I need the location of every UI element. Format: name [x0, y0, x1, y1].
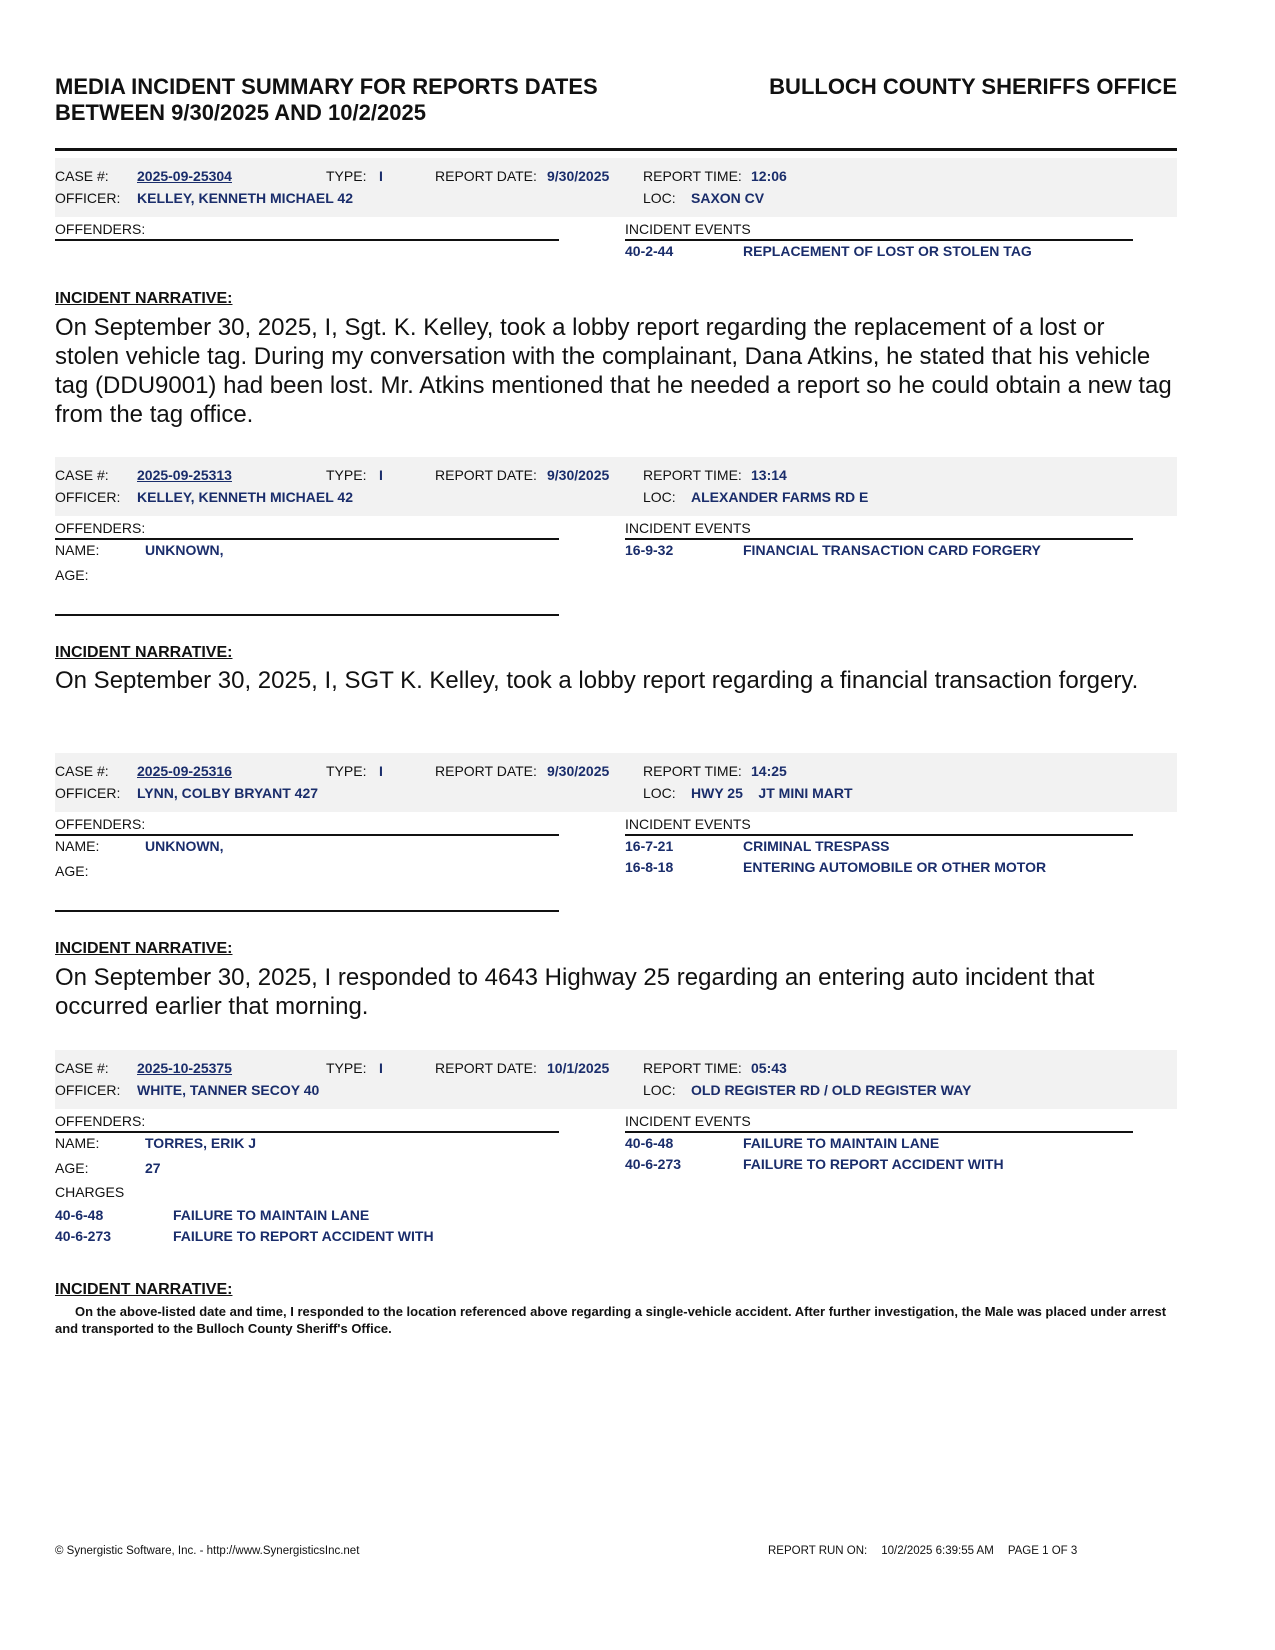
incident-events-section: [625, 219, 1133, 259]
location-label: LOC:: [643, 785, 676, 801]
event-description: FAILURE TO REPORT ACCIDENT WITH: [743, 1156, 1004, 1172]
event-row: [625, 859, 1133, 879]
charge-code: 40-6-48: [55, 1207, 104, 1223]
report-time-value: 13:14: [751, 467, 787, 483]
report-time-value: 14:25: [751, 763, 787, 779]
officer-label: OFFICER:: [55, 785, 121, 801]
report-date-value: 9/30/2025: [547, 467, 610, 483]
officer-label: OFFICER:: [55, 489, 121, 505]
case-number-link[interactable]: 2025-09-25304: [137, 168, 232, 184]
event-code: 40-6-48: [625, 1135, 674, 1151]
officer-value: KELLEY, KENNETH MICHAEL 42: [137, 190, 353, 206]
case-block: [55, 753, 1177, 879]
report-date-value: 9/30/2025: [547, 763, 610, 779]
offenders-section: [55, 518, 559, 583]
case-number-label: CASE #:: [55, 763, 109, 779]
event-description: FINANCIAL TRANSACTION CARD FORGERY: [743, 542, 1041, 558]
report-title-line1: MEDIA INCIDENT SUMMARY FOR REPORTS DATES: [55, 74, 598, 99]
report-date-value: 9/30/2025: [547, 168, 610, 184]
offender-age-value: 27: [145, 1160, 161, 1176]
location-label: LOC:: [643, 489, 676, 505]
offenders-header: [55, 814, 559, 836]
event-row: [625, 838, 1133, 858]
event-row: [625, 1135, 1133, 1155]
footer-report-info: [768, 1545, 1091, 1557]
event-code: 16-8-18: [625, 859, 674, 875]
narrative-title: INCIDENT NARRATIVE:: [55, 290, 233, 307]
narrative-title: INCIDENT NARRATIVE:: [55, 940, 233, 957]
report-time-value: 05:43: [751, 1060, 787, 1076]
case-number-link[interactable]: 2025-09-25313: [137, 467, 232, 483]
case-block: [55, 1050, 1177, 1244]
officer-value: WHITE, TANNER SECOY 40: [137, 1082, 320, 1098]
charge-row: [55, 1228, 559, 1248]
case-info-band: [55, 1050, 1177, 1109]
charge-code: 40-6-273: [55, 1228, 112, 1244]
narrative-title: INCIDENT NARRATIVE:: [55, 644, 233, 661]
offender-age-label: AGE:: [55, 567, 89, 583]
report-run-value: 10/2/2025 6:39:55 AM: [881, 1545, 994, 1557]
offenders-label: OFFENDERS:: [55, 1113, 146, 1129]
report-time-label: REPORT TIME:: [643, 467, 742, 483]
report-time-label: REPORT TIME:: [643, 763, 742, 779]
narrative-title: INCIDENT NARRATIVE:: [55, 1281, 233, 1298]
incident-events-header: [625, 219, 1133, 241]
report-date-label: REPORT DATE:: [435, 467, 537, 483]
case-number-link[interactable]: 2025-10-25375: [137, 1060, 232, 1076]
case-number-link[interactable]: 2025-09-25316: [137, 763, 232, 779]
type-label: TYPE:: [326, 467, 367, 483]
officer-value: LYNN, COLBY BRYANT 427: [137, 785, 319, 801]
incident-events-section: [625, 1111, 1133, 1172]
agency-name: BULLOCH COUNTY SHERIFFS OFFICE: [769, 74, 1177, 99]
type-value: I: [379, 1060, 383, 1076]
charges-label: CHARGES: [55, 1184, 125, 1200]
report-date-label: REPORT DATE:: [435, 168, 537, 184]
case-info-band: [55, 457, 1177, 516]
charge-row: [55, 1207, 559, 1227]
event-code: 16-7-21: [625, 838, 674, 854]
report-time-value: 12:06: [751, 168, 787, 184]
type-value: I: [379, 763, 383, 779]
offenders-label: OFFENDERS:: [55, 520, 146, 536]
offenders-divider: [55, 614, 559, 616]
offender-name-row: [55, 1135, 559, 1155]
event-description: FAILURE TO MAINTAIN LANE: [743, 1135, 940, 1151]
report-title: [55, 74, 675, 126]
case-block: [55, 158, 1177, 259]
location-label: LOC:: [643, 1082, 676, 1098]
incident-events-header: [625, 814, 1133, 836]
location-value: OLD REGISTER RD / OLD REGISTER WAY: [691, 1082, 972, 1098]
event-description: REPLACEMENT OF LOST OR STOLEN TAG: [743, 243, 1032, 259]
footer-copyright: © Synergistic Software, Inc. - http://www.SynergisticsInc.net: [55, 1545, 360, 1557]
location-label: LOC:: [643, 190, 676, 206]
offender-name-label: NAME:: [55, 838, 100, 854]
type-label: TYPE:: [326, 763, 367, 779]
incident-events-header: [625, 1111, 1133, 1133]
case-number-label: CASE #:: [55, 1060, 109, 1076]
charge-description: FAILURE TO MAINTAIN LANE: [173, 1207, 370, 1223]
event-row: [625, 1156, 1133, 1176]
report-date-label: REPORT DATE:: [435, 1060, 537, 1076]
event-code: 40-2-44: [625, 243, 674, 259]
report-title-line2: BETWEEN 9/30/2025 AND 10/2/2025: [55, 100, 426, 125]
charges-header-row: [55, 1184, 559, 1204]
event-row: [625, 542, 1133, 562]
offender-age-row: [55, 863, 559, 883]
type-value: I: [379, 168, 383, 184]
officer-value: KELLEY, KENNETH MICHAEL 42: [137, 489, 353, 505]
incident-events-label: INCIDENT EVENTS: [625, 221, 751, 237]
location-value: HWY 25 JT MINI MART: [691, 785, 853, 801]
offender-name-row: [55, 838, 559, 858]
offenders-header: [55, 1111, 559, 1133]
offenders-section: [55, 219, 559, 241]
narrative-text: On September 30, 2025, I, Sgt. K. Kelley, took a lobby report regarding the replacement of a lost or stolen vehicle tag. During my conversation with the complainant, Dana Atkins, he stated that his vehicle tag (DDU9001) had been lost. Mr. Atkins mentioned that he needed a report so he could obtain a new tag from the tag office.: [55, 314, 1172, 428]
offenders-section: [55, 1111, 559, 1244]
case-number-label: CASE #:: [55, 168, 109, 184]
event-description: CRIMINAL TRESPASS: [743, 838, 890, 854]
event-code: 40-6-273: [625, 1156, 682, 1172]
offender-name-value: UNKNOWN,: [145, 542, 224, 558]
offenders-header: [55, 518, 559, 540]
report-date-label: REPORT DATE:: [435, 763, 537, 779]
type-value: I: [379, 467, 383, 483]
offender-name-value: UNKNOWN,: [145, 838, 224, 854]
offenders-label: OFFENDERS:: [55, 816, 146, 832]
narrative-text: On September 30, 2025, I responded to 4643 Highway 25 regarding an entering auto incident that occurred earlier that morning.: [55, 964, 1095, 1020]
incident-events-header: [625, 518, 1133, 540]
offender-age-label: AGE:: [55, 863, 89, 879]
incident-events-section: [625, 518, 1133, 558]
incident-events-label: INCIDENT EVENTS: [625, 816, 751, 832]
officer-label: OFFICER:: [55, 1082, 121, 1098]
report-time-label: REPORT TIME:: [643, 168, 742, 184]
report-time-label: REPORT TIME:: [643, 1060, 742, 1076]
offender-name-row: [55, 542, 559, 562]
location-value: ALEXANDER FARMS RD E: [691, 489, 869, 505]
type-label: TYPE:: [326, 1060, 367, 1076]
header-divider: [55, 148, 1177, 151]
report-run-label: REPORT RUN ON:: [768, 1545, 868, 1557]
type-label: TYPE:: [326, 168, 367, 184]
offenders-divider: [55, 910, 559, 912]
incident-events-label: INCIDENT EVENTS: [625, 1113, 751, 1129]
incident-events-label: INCIDENT EVENTS: [625, 520, 751, 536]
charge-description: FAILURE TO REPORT ACCIDENT WITH: [173, 1228, 434, 1244]
offender-age-label: AGE:: [55, 1160, 89, 1176]
offender-age-row: [55, 1160, 559, 1180]
narrative-text: On September 30, 2025, I, SGT K. Kelley, took a lobby report regarding a financial transaction forgery.: [55, 667, 1139, 694]
case-info-band: [55, 753, 1177, 812]
offender-name-label: NAME:: [55, 542, 100, 558]
case-block: [55, 457, 1177, 583]
event-description: ENTERING AUTOMOBILE OR OTHER MOTOR: [743, 859, 1047, 875]
report-date-value: 10/1/2025: [547, 1060, 610, 1076]
offenders-section: [55, 814, 559, 879]
event-code: 16-9-32: [625, 542, 674, 558]
offenders-label: OFFENDERS:: [55, 221, 146, 237]
incident-events-section: [625, 814, 1133, 875]
page-number: PAGE 1 OF 3: [1007, 1545, 1078, 1557]
offender-name-value: TORRES, ERIK J: [145, 1135, 256, 1151]
location-value: SAXON CV: [691, 190, 765, 206]
officer-label: OFFICER:: [55, 190, 121, 206]
offenders-header: [55, 219, 559, 241]
narrative-text: On the above-listed date and time, I responded to the location referenced above regarding a single-vehicle accident. After further investigation, the Male was placed under arrest and transported to the Bulloch County Sheriff's Office.: [55, 1304, 1167, 1336]
offender-age-row: [55, 567, 559, 587]
event-row: [625, 243, 1133, 263]
case-info-band: [55, 158, 1177, 217]
case-number-label: CASE #:: [55, 467, 109, 483]
offender-name-label: NAME:: [55, 1135, 100, 1151]
